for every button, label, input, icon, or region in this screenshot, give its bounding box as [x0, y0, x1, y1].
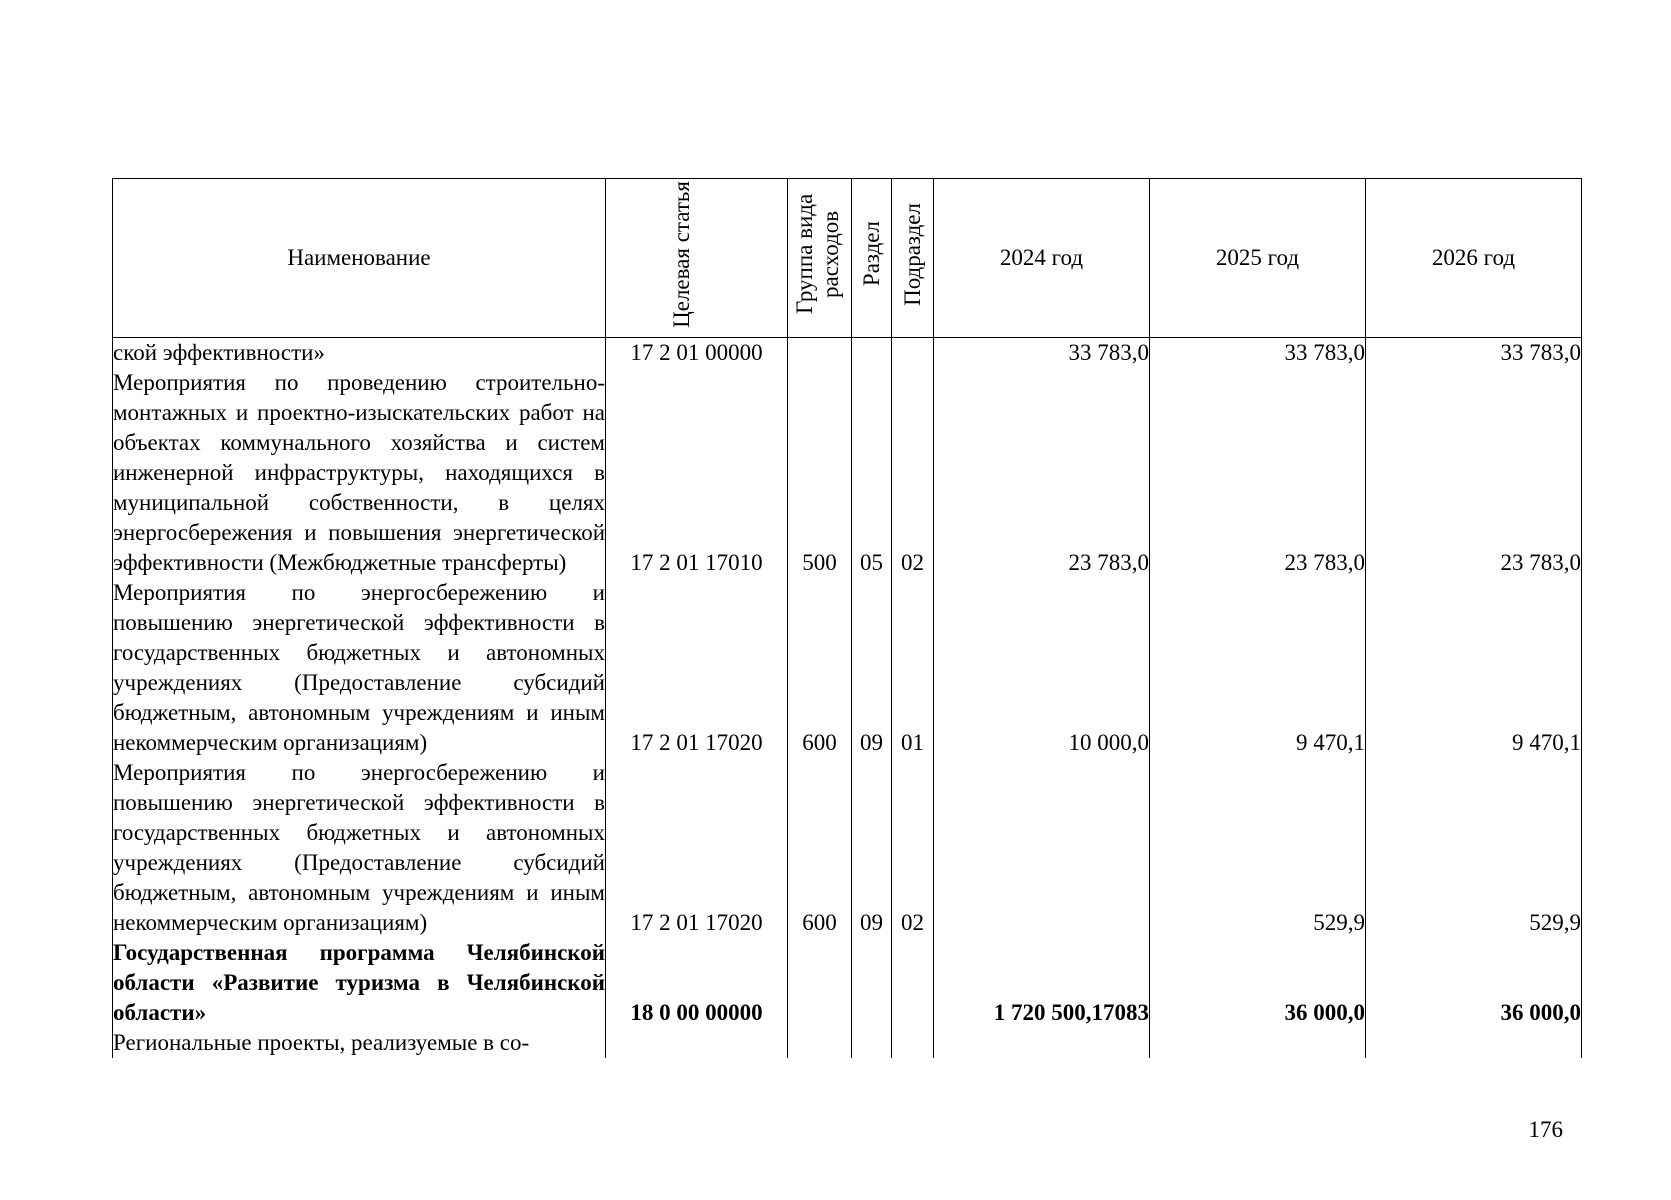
row-name: Мероприятия по энергосбережению и повышению энергетической эффективности в государственных бюджетных и автономных учреждениях (Предоставление субсидий бюджетным, автономным учреждениям и иным некоммерческим организациям)	[113, 758, 606, 938]
row-value-2024: 23 783,0	[934, 368, 1150, 578]
row-subsection: 02	[892, 368, 934, 578]
header-2024: 2024 год	[934, 179, 1150, 338]
row-subsection: 02	[892, 758, 934, 938]
row-target-article: 17 2 01 00000	[606, 338, 788, 369]
row-subsection	[892, 938, 934, 1028]
row-value-2024: 1 720 500,17083	[934, 938, 1150, 1028]
row-section	[852, 338, 892, 369]
row-value-2025: 529,9	[1150, 758, 1366, 938]
row-name: ской эффективности»	[113, 338, 606, 369]
row-value-2026: 9 470,1	[1366, 578, 1582, 758]
table-header-row	[113, 179, 1582, 338]
row-value-2024	[934, 758, 1150, 938]
page-number: 176	[1528, 1117, 1563, 1142]
row-subsection	[892, 338, 934, 369]
table-row	[113, 368, 1582, 578]
row-expense-group	[788, 1028, 852, 1058]
row-value-2025: 36 000,0	[1150, 938, 1366, 1028]
row-section	[852, 1028, 892, 1058]
table-row	[113, 338, 1582, 369]
row-value-2026: 33 783,0	[1366, 338, 1582, 369]
row-name: Мероприятия по энергосбережению и повышению энергетической эффективности в государственных бюджетных и автономных учреждениях (Предоставление субсидий бюджетным, автономным учреждениям и иным некоммерческим организациям)	[113, 578, 606, 758]
row-value-2024: 33 783,0	[934, 338, 1150, 369]
row-value-2026: 529,9	[1366, 758, 1582, 938]
row-value-2025: 23 783,0	[1150, 368, 1366, 578]
row-target-article	[606, 1028, 788, 1058]
header-2026: 2026 год	[1366, 179, 1582, 338]
row-expense-group	[788, 938, 852, 1028]
row-value-2025: 9 470,1	[1150, 578, 1366, 758]
header-expense-group: Группа вида расходов	[788, 179, 852, 338]
row-section: 09	[852, 578, 892, 758]
row-expense-group: 600	[788, 578, 852, 758]
row-value-2025	[1150, 1028, 1366, 1058]
row-expense-group: 600	[788, 758, 852, 938]
row-name: Мероприятия по проведению строительно-монтажных и проектно-изыскательских работ на объектах коммунального хозяйства и систем инженерной инфраструктуры, находящихся в муниципальной собственности, в целях энергосбережения и повышения энергетической эффективности (Межбюджетные трансферты)	[113, 368, 606, 578]
table-row	[113, 1028, 1582, 1058]
budget-table	[112, 178, 1582, 1058]
row-name: Региональные проекты, реализуемые в со-	[113, 1028, 606, 1058]
row-name: Государственная программа Челябинской области «Развитие туризма в Челябинской области»	[113, 938, 606, 1028]
row-section: 09	[852, 758, 892, 938]
header-name: Наименование	[113, 179, 606, 338]
row-value-2024	[934, 1028, 1150, 1058]
header-section: Раздел	[852, 179, 892, 338]
row-target-article: 17 2 01 17020	[606, 578, 788, 758]
row-value-2026	[1366, 1028, 1582, 1058]
row-subsection	[892, 1028, 934, 1058]
row-value-2026: 36 000,0	[1366, 938, 1582, 1028]
header-subsection: Подраздел	[892, 179, 934, 338]
row-target-article: 17 2 01 17010	[606, 368, 788, 578]
row-subsection: 01	[892, 578, 934, 758]
header-target-article: Целевая статья	[606, 179, 788, 338]
row-value-2026: 23 783,0	[1366, 368, 1582, 578]
row-target-article: 18 0 00 00000	[606, 938, 788, 1028]
table-row	[113, 578, 1582, 758]
table-row-program	[113, 938, 1582, 1028]
row-expense-group	[788, 338, 852, 369]
row-value-2024: 10 000,0	[934, 578, 1150, 758]
table-row	[113, 758, 1582, 938]
row-section	[852, 938, 892, 1028]
header-2025: 2025 год	[1150, 179, 1366, 338]
row-expense-group: 500	[788, 368, 852, 578]
row-target-article: 17 2 01 17020	[606, 758, 788, 938]
row-value-2025: 33 783,0	[1150, 338, 1366, 369]
row-section: 05	[852, 368, 892, 578]
